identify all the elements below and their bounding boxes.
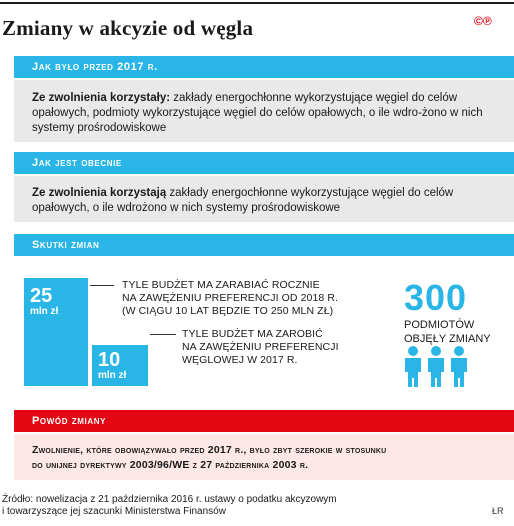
section-heading-label: Jak jest obecnie <box>32 157 122 169</box>
people-icon <box>402 345 472 387</box>
section-box-current <box>14 176 514 222</box>
box-bold-lead: Ze zwolnienia korzystały: <box>32 92 171 104</box>
caption-line: (W CIĄGU 10 LAT BĘDZIE TO 250 MLN ZŁ) <box>122 305 334 317</box>
section-heading-before-2017 <box>14 56 514 78</box>
leader-line <box>150 334 176 335</box>
stat-value: 25 <box>30 285 53 307</box>
stat-bar-10 <box>92 345 148 386</box>
box-bold-lead: Ze zwolnienia korzystają <box>32 187 167 199</box>
section-heading-current <box>14 152 514 174</box>
caption-line: TYLE BUDŻET MA ZAROBIĆ <box>182 328 323 340</box>
stat-entities-value: 300 <box>404 277 468 318</box>
section-heading-label: Jak było przed 2017 r. <box>32 61 158 73</box>
reason-line: do unijnej dyrektywy 2003/96/WE z 27 października 2003 r. <box>32 459 309 471</box>
source-line: i towarzyszące jej szacunki Ministerstwa Finansów <box>2 506 226 517</box>
caption-line: NA ZAWĘŻENIU PREFERENCJI OD 2018 R. <box>122 292 339 304</box>
label-line: OBJĘŁY ZMIANY <box>404 333 491 345</box>
caption-line: WĘGLOWEJ W 2017 R. <box>182 354 298 366</box>
stat-caption-25 <box>122 279 338 318</box>
section-box-before-2017 <box>14 80 514 142</box>
section-heading-reason <box>14 410 514 432</box>
section-heading-label: Powód zmiany <box>32 415 107 427</box>
page-title: Zmiany w akcyzie od węgla <box>2 16 254 40</box>
section-heading-effects <box>14 234 514 256</box>
box-text: zakłady energochłonne wykorzystujące węgiel do celów opałowych, o ile wdrożono w nich systemy prośrodowiskowe <box>32 187 454 214</box>
leader-line <box>90 285 114 286</box>
caption-line: NA ZAWĘŻENIU PREFERENCJI <box>182 341 339 353</box>
section-heading-label: Skutki zmian <box>32 239 100 251</box>
stat-unit: mln zł <box>98 370 127 381</box>
label-line: PODMIOTÓW <box>404 319 475 331</box>
caption-line: TYLE BUDŻET MA ZARABIAĆ ROCZNIE <box>122 279 320 291</box>
source-line: Źródło: nowelizacja z 21 października 2016 r. ustawy o podatku akcyzowym <box>2 494 337 505</box>
source-note <box>2 494 337 518</box>
top-rule <box>0 2 514 4</box>
publisher-logo: ©℗ <box>474 14 492 28</box>
stat-value: 10 <box>98 349 121 371</box>
stat-unit: mln zł <box>30 306 59 317</box>
box-text: zakłady energochłonne wykorzystujące węgiel do celów opałowych, podmioty wykorzystujące węgiel do celów opałowych, o ile wdro-żono w nich systemy prośrodowiskowe <box>32 92 483 134</box>
stat-bar-25 <box>24 278 88 386</box>
stat-entities-label <box>404 318 491 346</box>
author-credit: ŁR <box>492 506 504 516</box>
section-box-reason <box>14 434 514 480</box>
stat-caption-10 <box>182 328 339 367</box>
reason-line: Zwolnienie, które obowiązywało przed 2017 r., było zbyt szerokie w stosunku <box>32 444 387 456</box>
